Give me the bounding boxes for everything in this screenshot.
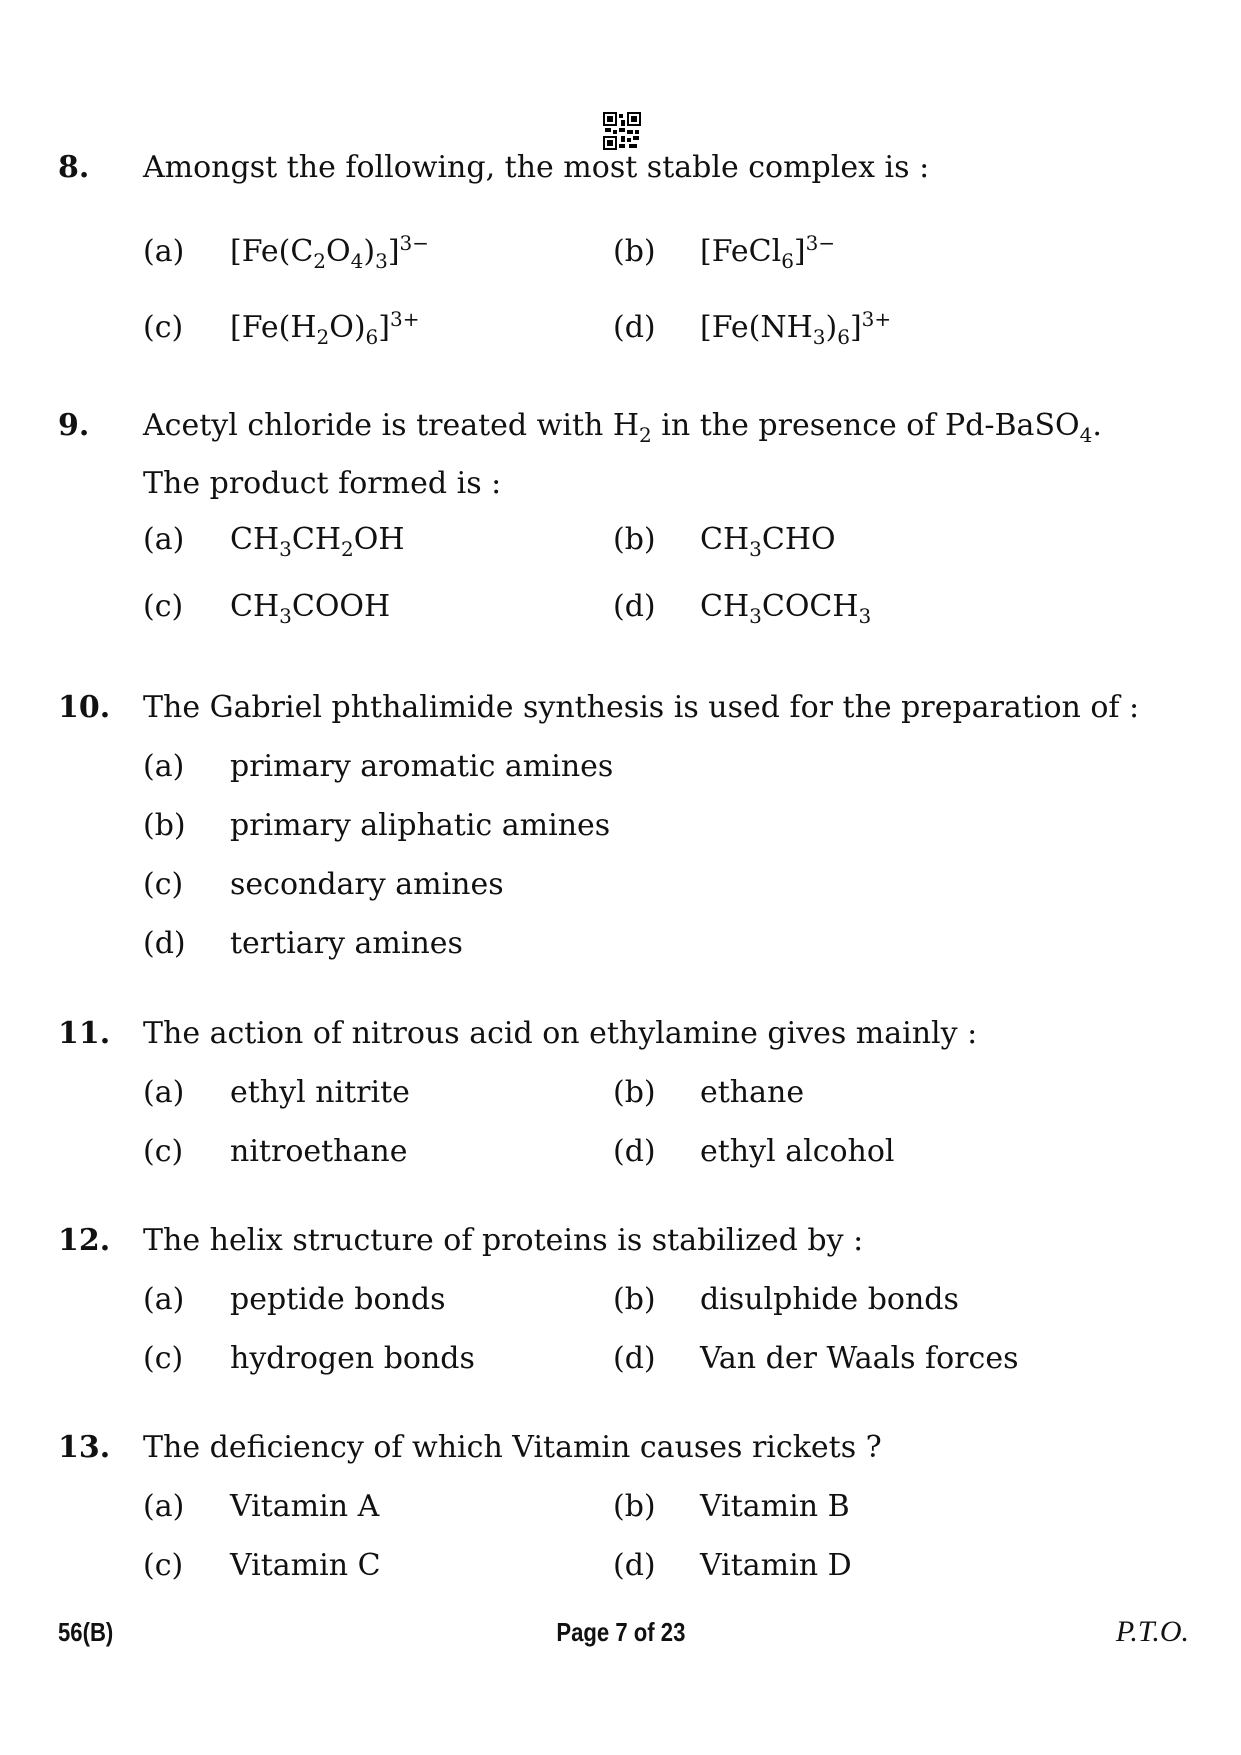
question-number: 9. <box>58 408 90 443</box>
option-text: disulphide bonds <box>700 1282 959 1317</box>
option-text: Vitamin B <box>700 1489 850 1524</box>
option-label: (a) <box>143 1282 185 1317</box>
question-number: 13. <box>58 1430 111 1465</box>
pto-label: P.T.O. <box>1115 1615 1189 1648</box>
option-label: (a) <box>143 522 185 557</box>
option-text: ethane <box>700 1075 805 1110</box>
option-formula: $CH_3CHO$ <box>700 522 836 561</box>
option-label: (b) <box>613 234 656 269</box>
option-formula: $CH_3COCH_3$ <box>700 589 872 628</box>
option-label: (a) <box>143 749 185 784</box>
option-label: (b) <box>143 808 186 843</box>
option-text: hydrogen bonds <box>230 1341 475 1376</box>
question-number: 10. <box>58 690 111 725</box>
option-text: secondary amines <box>230 867 504 902</box>
question-text: Acetyl chloride is treated with $H_2$ in the presence of Pd-BaSO$_4$. <box>143 408 1102 447</box>
option-label: (a) <box>143 1075 185 1110</box>
option-label: (a) <box>143 1489 185 1524</box>
option-label: (d) <box>613 1548 656 1583</box>
option-label: (b) <box>613 1489 656 1524</box>
question-number: 12. <box>58 1223 111 1258</box>
option-formula: [FeCl$_6$]$^{3-}$ <box>700 231 836 273</box>
option-text: peptide bonds <box>230 1282 446 1317</box>
question-text: The deficiency of which Vitamin causes rickets ? <box>143 1430 882 1465</box>
option-text: tertiary amines <box>230 926 463 961</box>
question-text: The action of nitrous acid on ethylamine gives mainly : <box>143 1016 978 1051</box>
option-label: (c) <box>143 589 184 624</box>
option-label: (d) <box>143 926 186 961</box>
option-label: (c) <box>143 867 184 902</box>
option-label: (c) <box>143 1134 184 1169</box>
option-text: Vitamin D <box>700 1548 852 1583</box>
option-formula: $CH_3COOH$ <box>230 589 391 628</box>
option-formula: $[Fe(H_2O)_6]^{3+}$ <box>230 307 420 349</box>
option-label: (d) <box>613 1134 656 1169</box>
option-label: (b) <box>613 1282 656 1317</box>
option-text: ethyl alcohol <box>700 1134 895 1169</box>
question-text: The helix structure of proteins is stabilized by : <box>143 1223 864 1258</box>
option-label: (a) <box>143 234 185 269</box>
option-text: Vitamin A <box>230 1489 380 1524</box>
option-label: (c) <box>143 1341 184 1376</box>
question-number: 11. <box>58 1016 111 1051</box>
option-formula: $[Fe(C_2O_4)_3]^{3-}$ <box>230 231 430 273</box>
option-text: primary aliphatic amines <box>230 808 611 843</box>
option-label: (b) <box>613 1075 656 1110</box>
option-label: (d) <box>613 1341 656 1376</box>
qr-code-icon <box>603 112 641 150</box>
question-number: 8. <box>58 150 90 185</box>
option-text: primary aromatic amines <box>230 749 614 784</box>
option-text: Vitamin C <box>230 1548 381 1583</box>
option-text: ethyl nitrite <box>230 1075 410 1110</box>
page-number: Page 7 of 23 <box>556 1617 685 1647</box>
question-text-continued: The product formed is : <box>143 466 502 501</box>
option-text: Van der Waals forces <box>700 1341 1019 1376</box>
option-label: (d) <box>613 589 656 624</box>
option-formula: $[Fe(NH_3)_6]^{3+}$ <box>700 307 892 349</box>
option-text: nitroethane <box>230 1134 408 1169</box>
option-formula: $CH_3CH_2OH$ <box>230 522 405 561</box>
option-label: (c) <box>143 310 184 345</box>
question-text: Amongst the following, the most stable complex is : <box>143 150 930 185</box>
option-label: (b) <box>613 522 656 557</box>
paper-code: 56(B) <box>58 1617 114 1647</box>
option-label: (d) <box>613 310 656 345</box>
option-label: (c) <box>143 1548 184 1583</box>
question-text: The Gabriel phthalimide synthesis is used for the preparation of : <box>143 690 1140 725</box>
